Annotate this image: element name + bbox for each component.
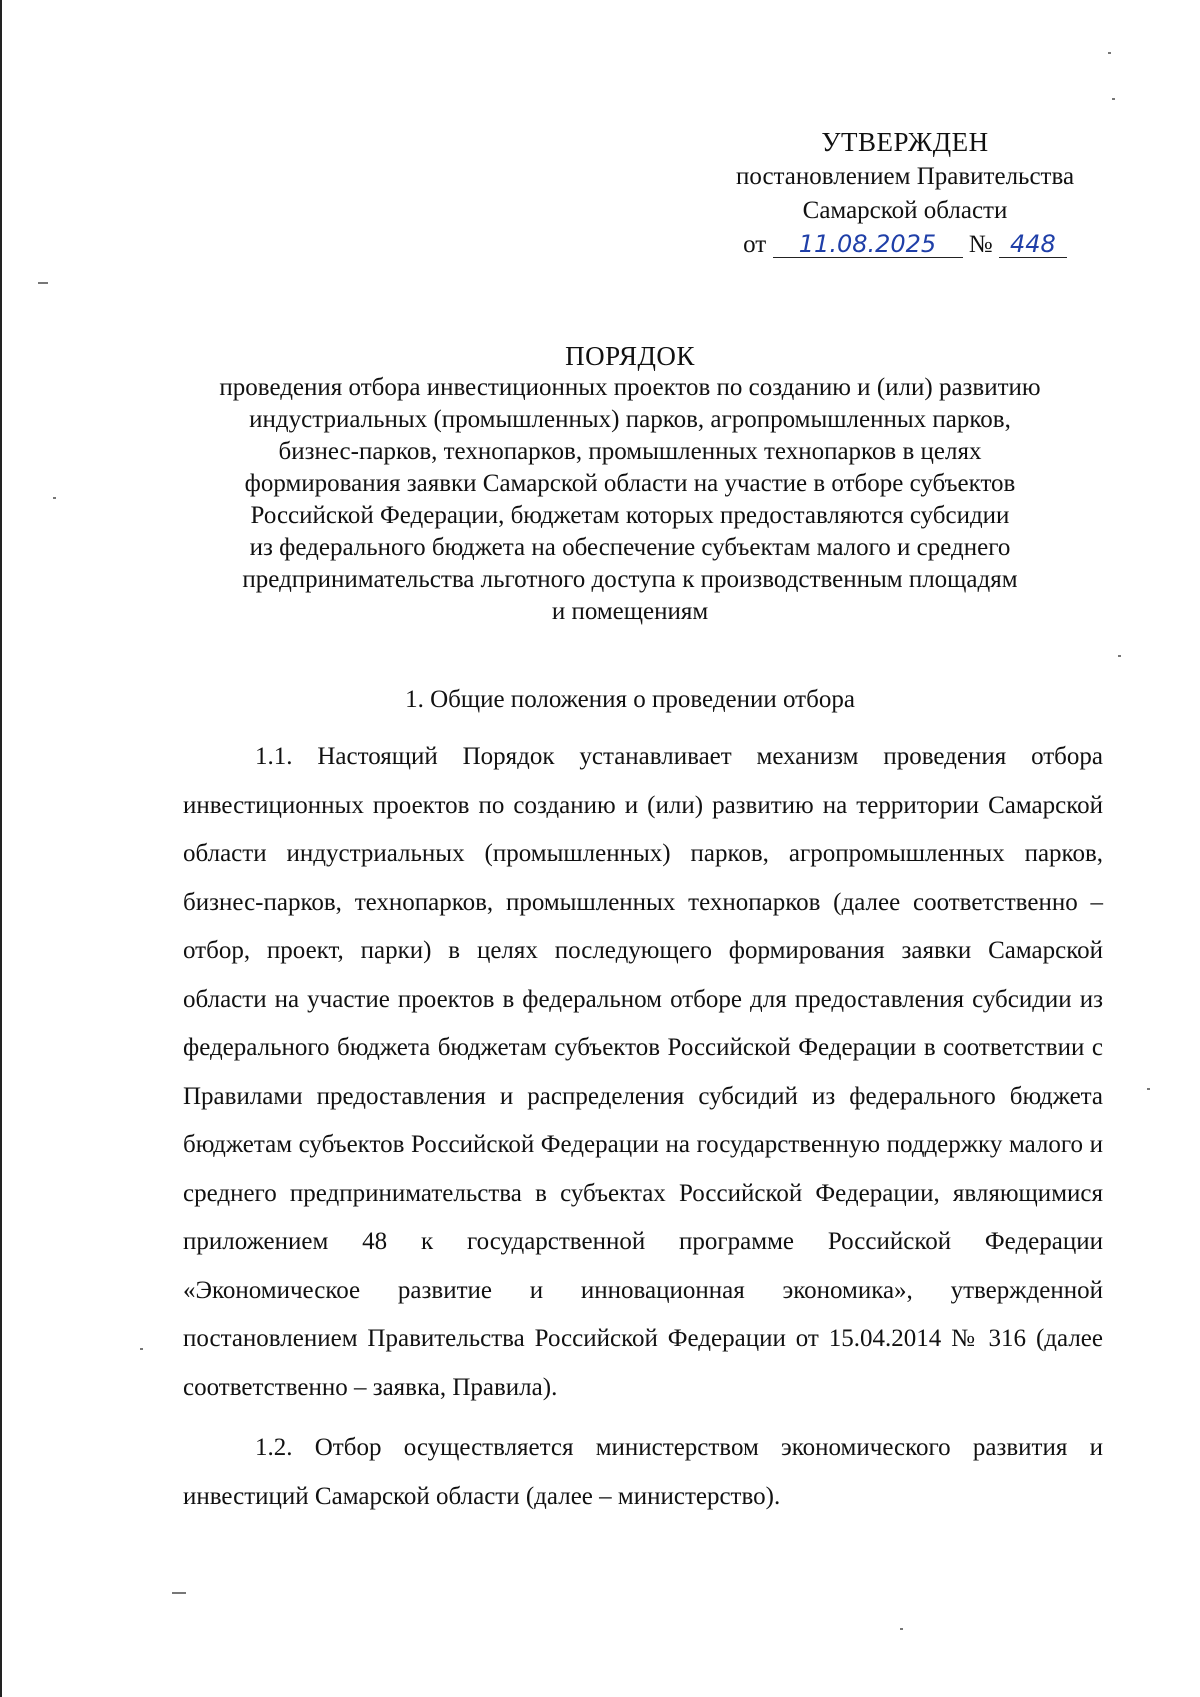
scan-speck — [1147, 1088, 1150, 1090]
title-line: формирования заявки Самарской области на участие в отборе субъектов — [244, 470, 1016, 497]
scan-speck — [140, 1348, 143, 1350]
title-line: и помещениям — [551, 598, 709, 625]
approval-block — [690, 124, 1120, 262]
approval-date-row — [690, 228, 1120, 262]
paragraph-1-1: 1.1. Настоящий Порядок устанавливает механизм проведения отбора инвестиционных проектов по созданию и (или) развитию на территории Самарской области индустриальных (промышленных) парков, агропромышленных парков, бизнес-парков, технопарков, промышленных технопарков (далее соответственно – отбор, проект, парки) в целях последующего формирования заявки Самарской области на участие проектов в федеральном отборе для предоставления субсидии из федерального бюджета бюджетам субъектов Российской Федерации в соответствии с Правилами предоставления и распределения субсидий из федерального бюджета бюджетам субъектов Российской Федерации на государственную поддержку малого и среднего предпринимательства в субъектах Российской Федерации, являющимися приложением 48 к государственной программе Российской Федерации «Экономическое развитие и инновационная экономика», утвержденной постановлением Правительства Российской Федерации от 15.04.2014 № 316 (далее соответственно – заявка, Правила). — [183, 743, 1103, 1401]
scan-speck — [1112, 98, 1115, 100]
date-prefix: от — [743, 230, 767, 258]
handwritten-date: 11.08.2025 — [773, 231, 963, 258]
scan-edge — [0, 0, 2, 1697]
scan-speck — [1118, 655, 1121, 657]
section-heading: 1. Общие положения о проведении отбора — [405, 686, 855, 713]
scan-speck — [900, 1628, 903, 1630]
handwritten-number: 448 — [999, 231, 1067, 258]
approval-line-1: постановлением Правительства — [735, 163, 1075, 191]
approval-line-2: Самарской области — [802, 197, 1008, 225]
title-line: индустриальных (промышленных) парков, агропромышленных парков, — [249, 406, 1011, 433]
title-line: Российской Федерации, бюджетам которых предоставляются субсидии — [250, 502, 1010, 529]
title-line: бизнес-парков, технопарков, промышленных технопарков в целях — [278, 438, 982, 465]
title-main: ПОРЯДОК — [565, 341, 695, 371]
title-line: проведения отбора инвестиционных проектов по созданию и (или) развитию — [219, 374, 1041, 401]
scan-speck — [1108, 52, 1111, 54]
section-body — [183, 733, 1103, 1521]
title-line: из федерального бюджета на обеспечение субъектам малого и среднего — [249, 534, 1011, 561]
document-title — [170, 340, 1090, 628]
scan-speck — [53, 497, 56, 499]
approval-heading: УТВЕРЖДЕН — [821, 127, 989, 157]
scan-speck — [38, 282, 48, 284]
scan-speck — [172, 1592, 186, 1594]
number-prefix: № — [968, 230, 993, 258]
title-line: предпринимательства льготного доступа к производственным площадям — [242, 566, 1018, 593]
paragraph-1-2: 1.2. Отбор осуществляется министерством экономического развития и инвестиций Самарской области (далее – министерство). — [183, 1434, 1103, 1510]
